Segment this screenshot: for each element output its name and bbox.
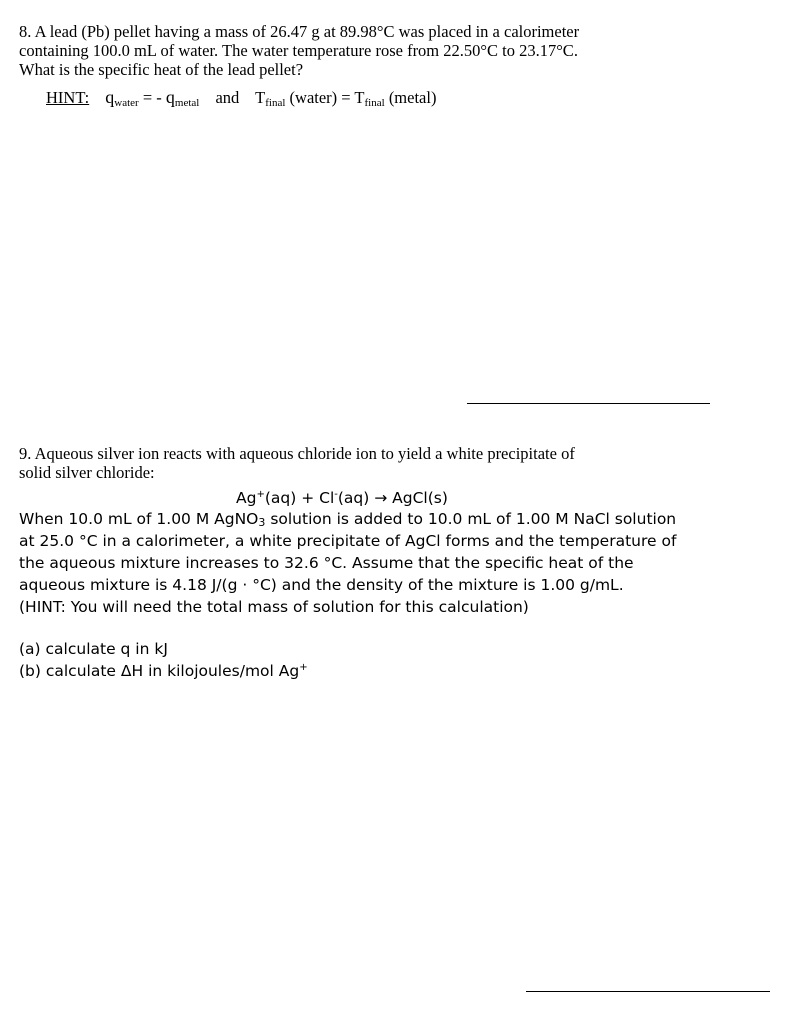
reaction-equation [236, 487, 448, 509]
reaction-silver: Ag [236, 489, 257, 507]
subscript-water: water [114, 97, 139, 109]
body-line-1-end: solution is added to 10.0 mL of 1.00 M NaCl solution [265, 510, 677, 528]
reaction-middle: (aq) + Cl [264, 489, 335, 507]
question-8-line-3: What is the specific heat of the lead pellet? [19, 60, 304, 79]
body-line-1-start: When 10.0 mL of 1.00 M AgNO [19, 510, 259, 528]
question-9-line-1: 9. Aqueous silver ion reacts with aqueous chloride ion to yield a white precipitate of [19, 444, 575, 463]
question-8-line-1: 8. A lead (Pb) pellet having a mass of 26.47 g at 89.98°C was placed in a calorimeter [19, 22, 580, 41]
part-b-text: (b) calculate ΔH in kilojoules/mol Ag [19, 662, 300, 680]
question-9 [19, 444, 719, 482]
subscript-metal: metal [174, 97, 200, 109]
chloride-charge: - [334, 489, 338, 500]
hint-water-paren: (water) = [285, 88, 355, 107]
question-9-body-line-3: the aqueous mixture increases to 32.6 °C. Assume that the specific heat of the [19, 554, 634, 572]
silver-charge: + [256, 489, 265, 500]
question-9-line-2: solid silver chloride: [19, 463, 155, 482]
subscript-final: final [364, 97, 385, 109]
question-8 [19, 22, 719, 79]
question-8-hint [46, 88, 436, 107]
question-9-body-line-1 [19, 508, 739, 530]
q-symbol: q [105, 87, 115, 107]
reaction-product: (aq) → AgCl(s) [337, 489, 448, 507]
part-a: (a) calculate q in kJ [19, 640, 168, 658]
hint-and: and [215, 88, 240, 107]
t-symbol: T [255, 88, 266, 107]
t-symbol: T [354, 88, 365, 107]
question-9-body [19, 508, 739, 618]
hint-label: HINT: [46, 88, 90, 107]
question-9-parts [19, 638, 519, 682]
part-b-charge: + [299, 662, 308, 673]
question-8-line-2: containing 100.0 mL of water. The water temperature rose from 22.50°C to 23.17°C. [19, 41, 578, 60]
q-symbol: q [165, 87, 175, 107]
question-9-body-line-5: (HINT: You will need the total mass of solution for this calculation) [19, 598, 529, 616]
question-9-body-line-4: aqueous mixture is 4.18 J/(g · °C) and the density of the mixture is 1.00 g/mL. [19, 576, 624, 594]
answer-line-question-9 [526, 991, 770, 992]
hint-metal-paren: (metal) [384, 88, 437, 107]
part-b [19, 660, 519, 682]
question-9-body-line-2: at 25.0 °C in a calorimeter, a white precipitate of AgCl forms and the temperature of [19, 532, 677, 550]
answer-line-question-8 [467, 403, 710, 404]
nitrate-subscript: 3 [258, 516, 266, 529]
subscript-final: final [265, 97, 286, 109]
hint-equals-negative: = - [138, 88, 166, 107]
